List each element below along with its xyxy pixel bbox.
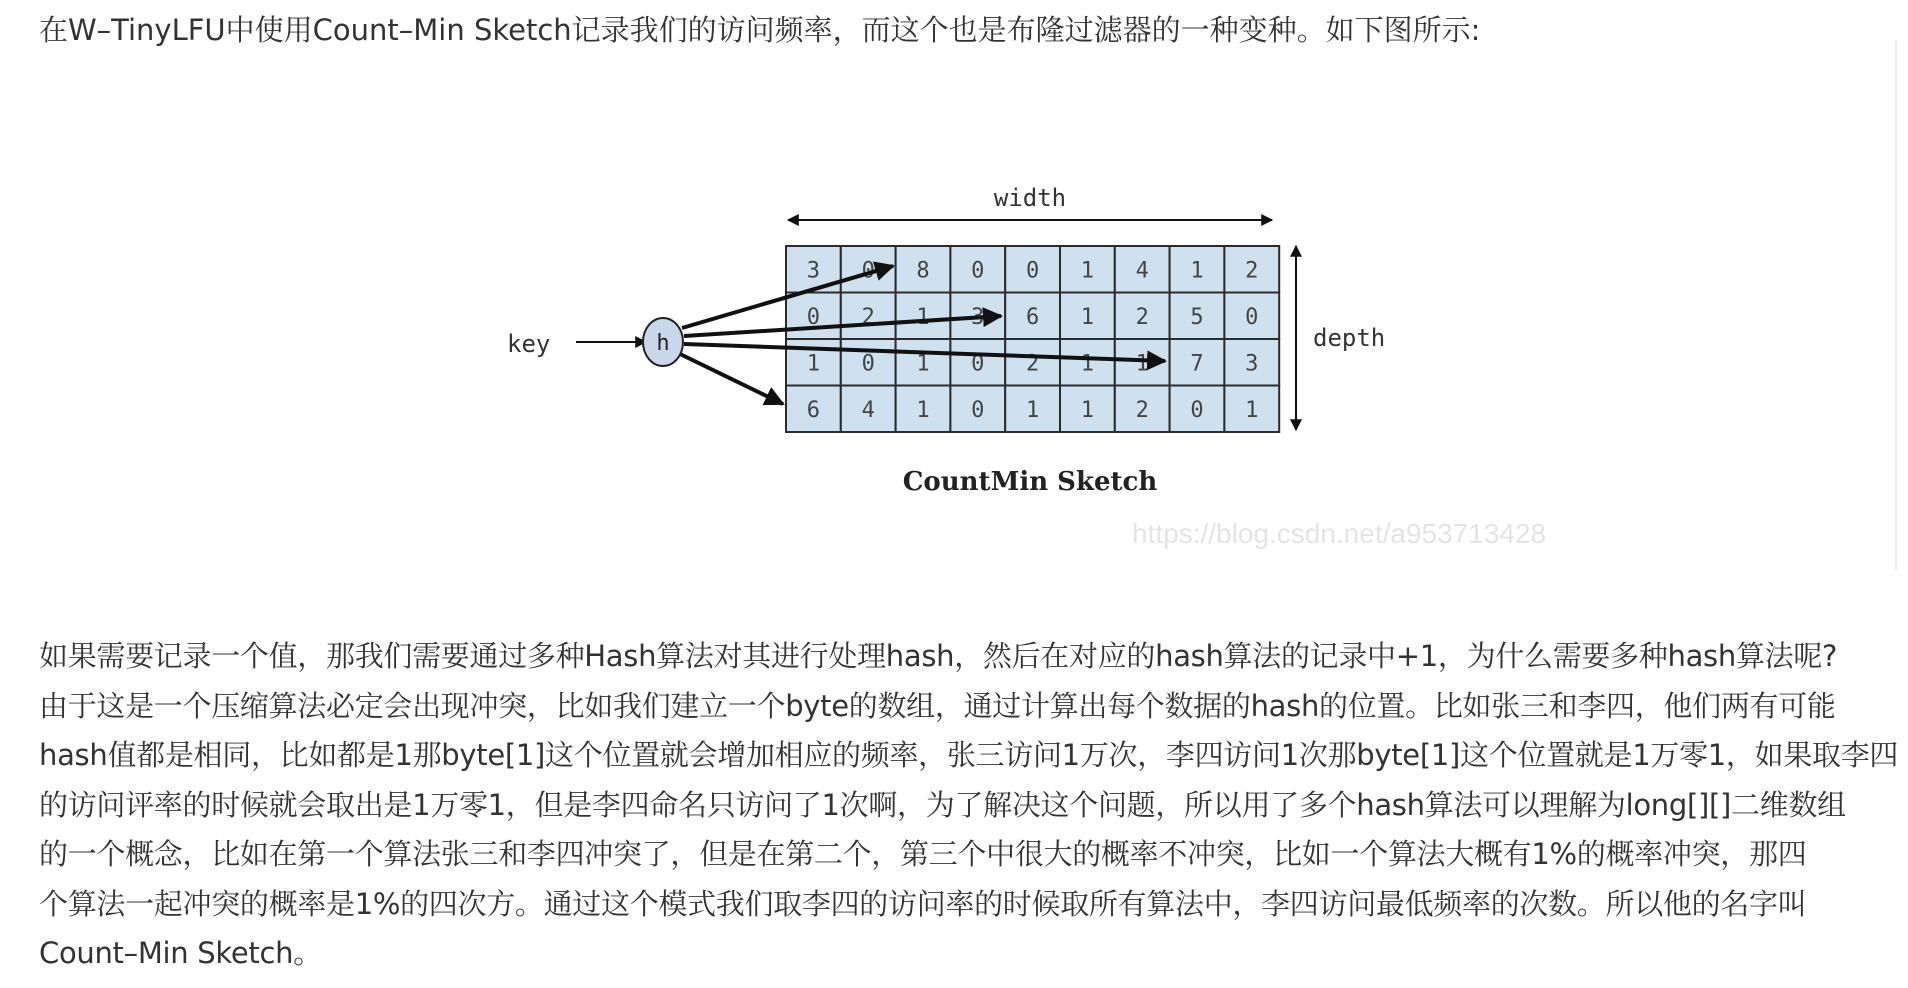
watermark: https://blog.csdn.net/a953713428 (1132, 518, 1547, 549)
sketch-cell-value: 0 (861, 351, 875, 377)
body-line: 个算法一起冲突的概率是1%的四次方。通过这个模式我们取李四的访问率的时候取所有算法中，李四访问最低频率的次数。所以他的名字叫 (39, 886, 1807, 921)
sketch-cell-value: 1 (806, 351, 821, 377)
sketch-cell-value: 1 (1080, 258, 1095, 284)
sketch-cell-value: 5 (1190, 304, 1204, 330)
sketch-cell-value: 1 (916, 351, 930, 377)
sketch-cell-value: 2 (1135, 304, 1149, 330)
sketch-cell-value: 2 (861, 304, 875, 330)
width-label: width (993, 184, 1067, 212)
sketch-cell-value: 2 (1025, 351, 1040, 377)
sketch-cell-value: 1 (916, 397, 930, 423)
body-line: hash值都是相同，比如都是1那byte[1]这个位置就会增加相应的频率，张三访问1万次，李四访问1次那byte[1]这个位置就是1万零1，如果取李四 (39, 738, 1899, 772)
scrollbar-edge[interactable] (1895, 40, 1897, 570)
sketch-cell-value: 1 (916, 304, 930, 330)
sketch-cell-value: 0 (861, 258, 875, 284)
depth-label: depth (1313, 324, 1386, 352)
sketch-cell-value: 1 (1080, 397, 1095, 423)
sketch-cell-value: 4 (1135, 258, 1149, 284)
sketch-cell-value: 0 (1245, 304, 1259, 330)
body-line: 由于这是一个压缩算法必定会出现冲突，比如我们建立一个byte的数组，通过计算出每个数据的hash的位置。比如张三和李四，他们两有可能 (39, 688, 1836, 723)
sketch-cell-value: 0 (971, 258, 985, 284)
hash-node-label: h (656, 331, 670, 356)
body-line: 的访问评率的时候就会取出是1万零1，但是李四命名只访问了1次啊，为了解决这个问题，所以用了多个hash算法可以理解为long[][]二维数组 (39, 787, 1846, 822)
sketch-cell-value: 0 (1190, 397, 1204, 423)
body-paragraph (39, 632, 1899, 979)
figure-caption: CountMin Sketch (902, 467, 1158, 497)
sketch-cell-value: 3 (1245, 351, 1259, 377)
sketch-cell-value: 6 (806, 397, 821, 423)
sketch-cell-value: 6 (1025, 304, 1040, 330)
intro-paragraph: 在W–TinyLFU中使用Count–Min Sketch记录我们的访问频率，而这个也是布隆过滤器的一种变种。如下图所示: (39, 13, 1481, 47)
sketch-cell-value: 1 (1190, 258, 1204, 284)
key-label: key (507, 330, 551, 358)
sketch-cell-value: 1 (1080, 304, 1095, 330)
sketch-cell-value: 3 (806, 258, 821, 284)
body-line: 的一个概念，比如在第一个算法张三和李四冲突了，但是在第二个，第三个中很大的概率不冲突，比如一个算法大概有1%的概率冲突，那四 (39, 837, 1807, 871)
body-line: 如果需要记录一个值，那我们需要通过多种Hash算法对其进行处理hash，然后在对应的hash算法的记录中+1，为什么需要多种hash算法呢? (39, 639, 1838, 673)
sketch-cell-value: 7 (1190, 351, 1204, 377)
sketch-cell-value: 1 (1135, 351, 1149, 377)
sketch-cell-value: 0 (971, 397, 985, 423)
sketch-cell-value: 2 (1245, 258, 1259, 284)
sketch-cell-value: 0 (971, 351, 985, 377)
sketch-cell-value: 1 (1245, 397, 1259, 423)
sketch-cell-value: 2 (1135, 397, 1149, 423)
hash-arrow-row-4 (680, 354, 783, 404)
sketch-cell-value: 1 (1080, 351, 1095, 377)
sketch-cell-value: 1 (1025, 397, 1040, 423)
sketch-cell-value: 8 (916, 258, 930, 284)
body-line: Count–Min Sketch。 (39, 936, 322, 970)
sketch-cell-value: 4 (861, 397, 875, 423)
sketch-cell-value: 0 (1025, 258, 1040, 284)
sketch-cell-value: 3 (971, 304, 985, 330)
sketch-cell-value: 0 (806, 304, 821, 330)
